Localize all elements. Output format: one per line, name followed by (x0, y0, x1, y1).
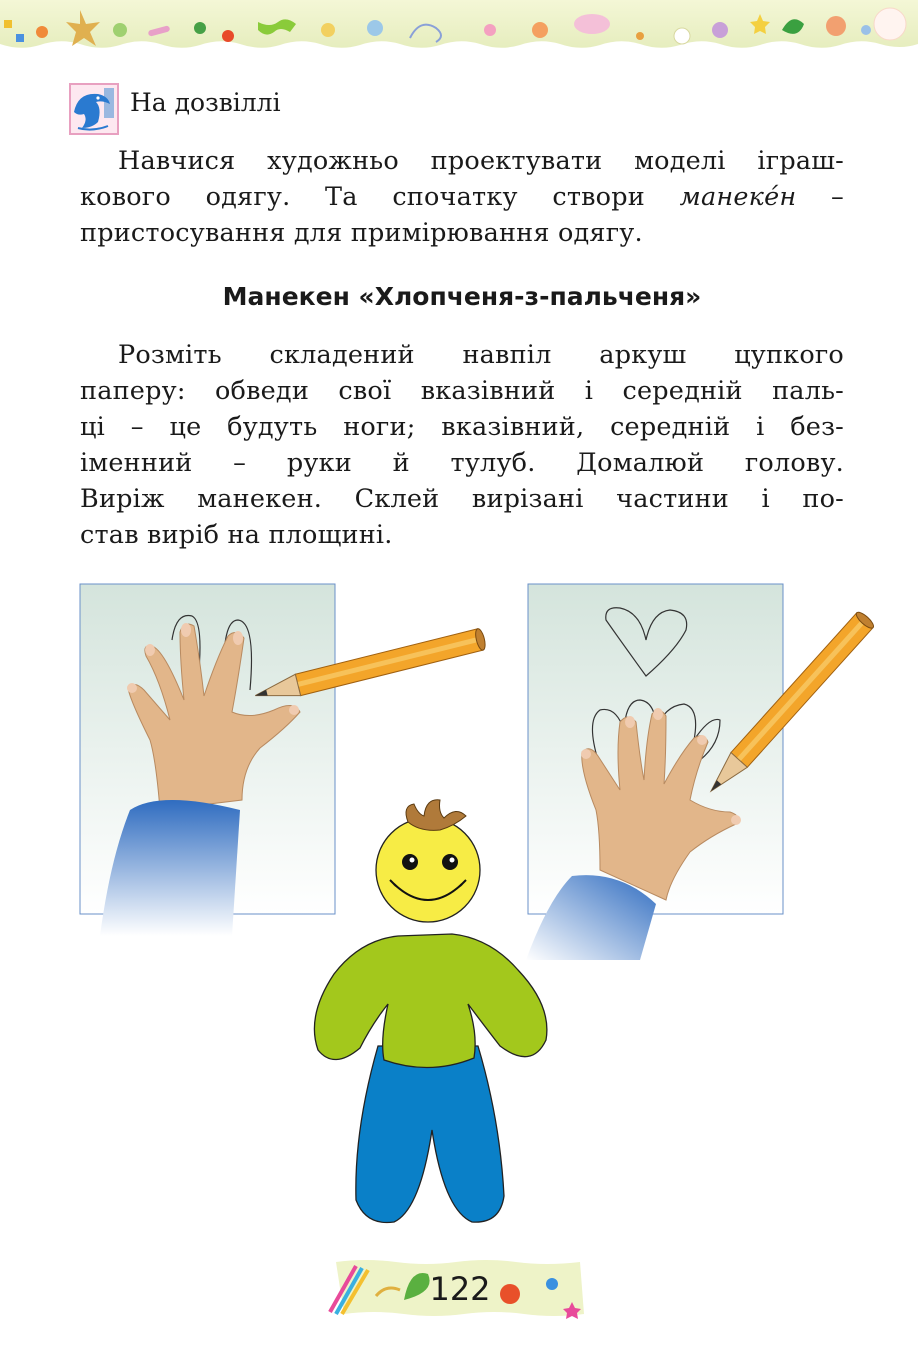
text-line: Виріж манекен. Склей вирізані частини і по- (80, 484, 844, 514)
section-label: На дозвіллі (130, 87, 281, 117)
text-line: став виріб на площині. (80, 520, 393, 550)
section-title: Манекен «Хлопченя-з-пальченя» (222, 282, 702, 311)
text-line: ці – це будуть ноги; вказівний, середній і без- (80, 412, 844, 442)
section-header (68, 82, 281, 136)
term-italic: манеке́н (679, 182, 797, 212)
dolphin-icon (68, 82, 120, 136)
text-line: паперу: обведи свої вказівний і середній паль- (80, 376, 844, 406)
text-line: іменний – руки й тулуб. Домалюй голову. (80, 448, 844, 478)
text-line: Навчися художньо проектувати моделі іграш- (118, 146, 844, 176)
text-line: пристосування для примірювання одягу. (80, 218, 643, 248)
intro-paragraph (80, 143, 844, 251)
text-line: Розміть складений навпіл аркуш цупкого (118, 340, 844, 370)
text-line: кового одягу. Та спочатку створи манеке́н – (80, 182, 844, 212)
page-number: 122 (429, 1270, 491, 1308)
top-decorative-border (0, 0, 918, 52)
instructions-paragraph (80, 337, 844, 553)
mannequin-illustration (0, 570, 918, 1250)
right-paper-with-hand (526, 584, 876, 960)
mannequin-figure (314, 800, 547, 1223)
